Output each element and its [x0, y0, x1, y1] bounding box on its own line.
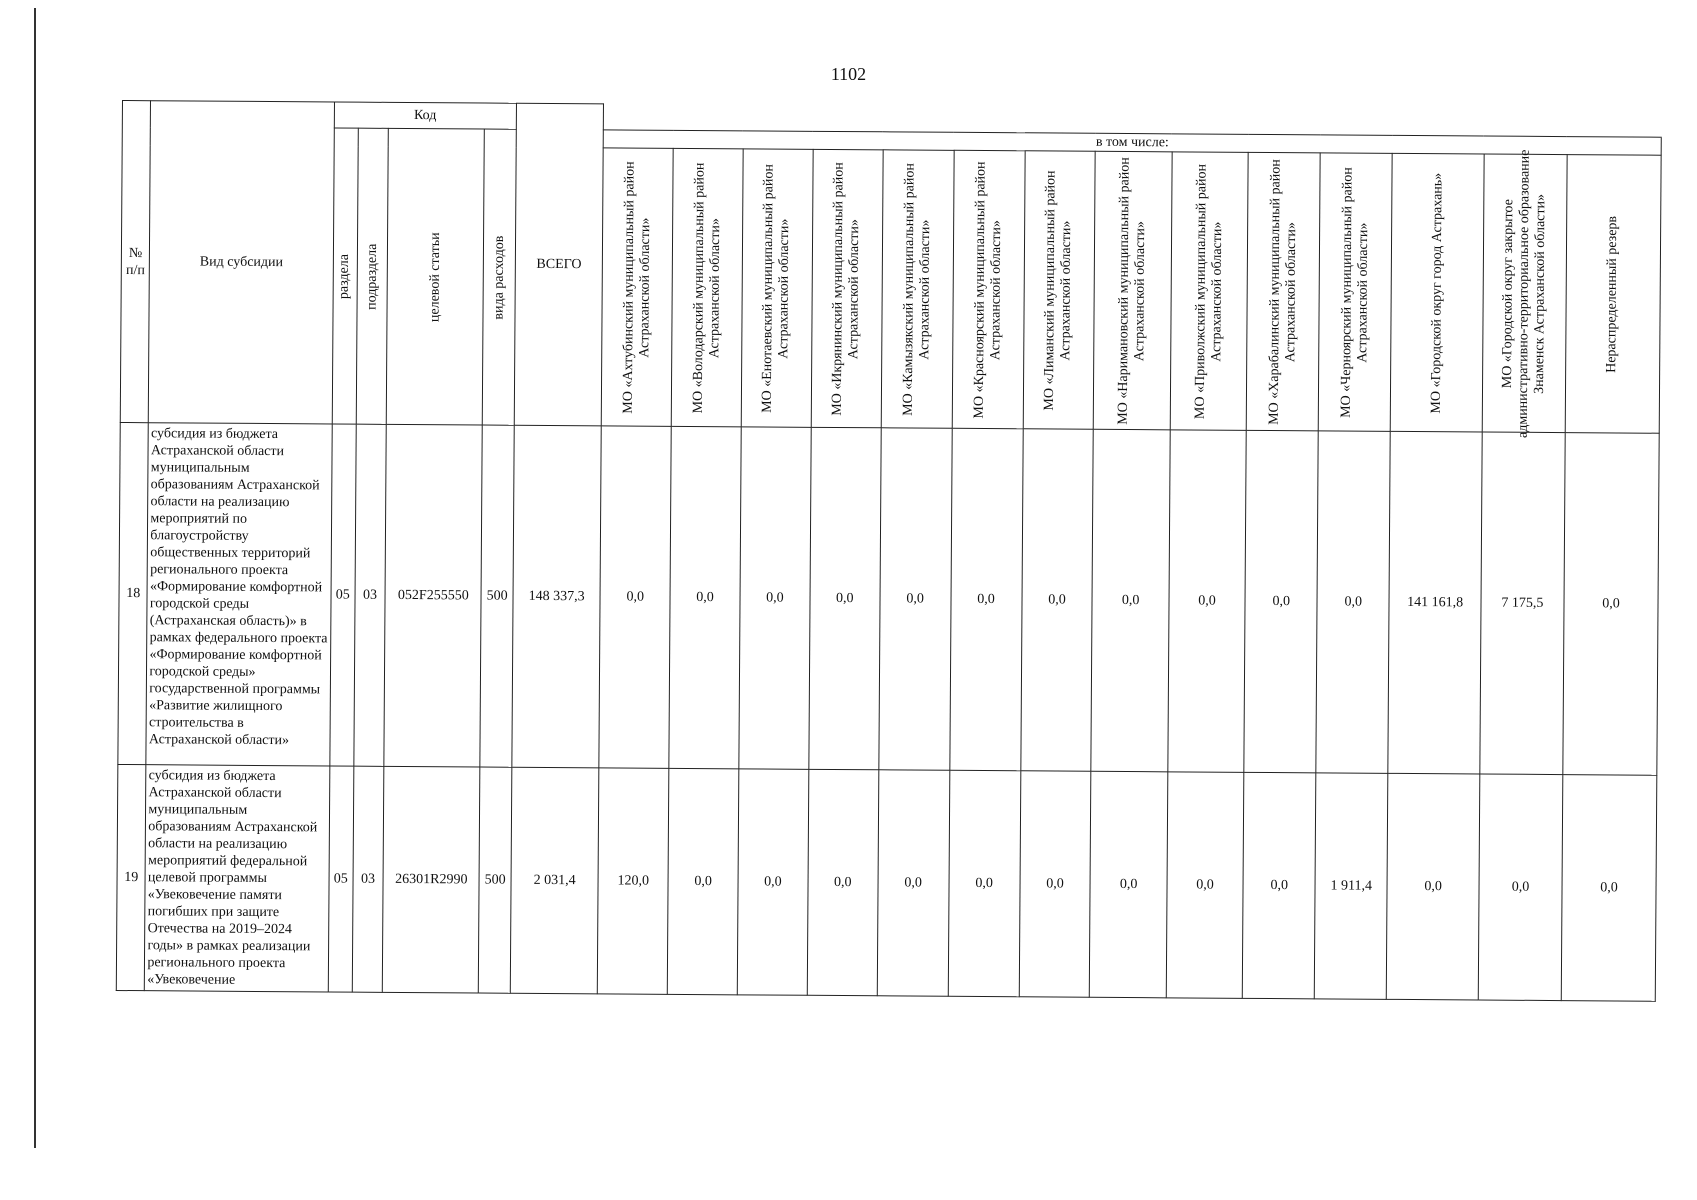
row-value: 1 911,4	[1315, 773, 1389, 999]
row-value: 0,0	[1090, 771, 1168, 998]
row-description: субсидия из бюджета Астраханской области муниципальным образованиям Астраханской области на реализацию мероприятий федеральной целевой программы «Увековечение памяти погибших при защите Отечества на 2019–2024 годы» в рамках реализации регионального проекта «Увековечение	[145, 765, 330, 992]
header-code-expense: вида расходов	[491, 235, 507, 320]
page-number: 1102	[830, 64, 867, 84]
row-expense: 500	[479, 767, 512, 993]
row-num: 18	[118, 422, 149, 764]
district-kamyzyaksky: МО «Камызякский муниципальный район Астраханской области»	[900, 162, 933, 416]
row-total: 148 337,3	[512, 425, 602, 768]
row-total: 2 031,4	[510, 767, 599, 994]
district-narimanovsky: МО «Наримановский муниципальный район Астраханской области»	[1115, 156, 1149, 425]
row-value: 0,0	[809, 427, 881, 769]
row-section: 05	[328, 766, 354, 992]
header-code-group: Код	[334, 102, 516, 129]
district-volodarsky: МО «Володарский муниципальный район Астраханской области»	[690, 162, 723, 413]
row-description: субсидия из бюджета Астраханской области муниципальным образованиям Астраханской области на реализацию мероприятий по благоустройству общественных территорий регионального проекта «Формирование комфортной городской среды (Астраханская область)» в рамках федерального проекта «Формирование комфортной городской среды» государственной программы «Развитие жилищного строительства в Астраханской области»	[146, 423, 332, 766]
district-krasnoyarsky: МО «Красноярский муниципальный район Астраханской области»	[971, 160, 1004, 419]
header-code-subsection: подраздела	[364, 243, 380, 310]
district-astrakhan-city: МО «Городской округ город Астрахань»	[1428, 172, 1446, 414]
row-value: 0,0	[669, 426, 741, 768]
row-subsection: 03	[352, 766, 384, 992]
header-total: ВСЕГО	[514, 103, 604, 426]
row-subsection: 03	[354, 424, 387, 766]
row-value: 0,0	[1387, 773, 1480, 1000]
row-value: 0,0	[739, 427, 811, 769]
row-value: 141 161,8	[1388, 431, 1482, 774]
district-kharabalinsky: МО «Харабалинский муниципальный район Астраханской области»	[1266, 158, 1299, 425]
row-value: 0,0	[1168, 430, 1247, 773]
row-value: 0,0	[1478, 774, 1563, 1001]
district-privolzhsky: МО «Приволжский муниципальный район Астраханской области»	[1192, 163, 1225, 419]
row-value: 0,0	[599, 426, 671, 768]
header-code-section: раздела	[336, 253, 353, 299]
header-code-target: целевой статьи	[427, 231, 443, 322]
row-value: 0,0	[878, 428, 951, 770]
row-value: 0,0	[1091, 429, 1170, 772]
row-value: 0,0	[1244, 430, 1318, 772]
page-margin-line	[34, 8, 36, 1148]
row-section: 05	[330, 424, 356, 766]
row-value: 0,0	[1316, 431, 1390, 773]
row-value: 0,0	[737, 769, 808, 995]
row-value: 0,0	[807, 769, 878, 995]
district-reserve: Нераспределенный резерв	[1604, 215, 1621, 373]
row-num: 19	[116, 764, 146, 990]
row-value: 0,0	[1019, 771, 1092, 997]
row-target: 26301R2990	[383, 766, 481, 993]
table-row	[118, 422, 1659, 775]
row-value: 0,0	[948, 770, 1021, 996]
row-value: 0,0	[877, 770, 950, 996]
header-including-group: в том числе:	[603, 130, 1661, 155]
row-value: 0,0	[1563, 433, 1659, 776]
row-value: 0,0	[1242, 772, 1316, 998]
district-chernoyarsky: МО «Черноярский муниципальный район Астраханской области»	[1338, 166, 1371, 418]
row-value: 0,0	[1166, 772, 1244, 999]
row-value: 7 175,5	[1480, 432, 1565, 775]
district-limansky: МО «Лиманский муниципальный район Астраханской области»	[1042, 169, 1075, 411]
row-value: 0,0	[1561, 775, 1657, 1002]
table-row	[116, 764, 1657, 1001]
row-expense: 500	[480, 425, 514, 767]
row-target: 052F255550	[384, 424, 482, 767]
district-ikryaninsky: МО «Икрянинский муниципальный район Астраханской области»	[830, 161, 863, 416]
row-value: 0,0	[1020, 429, 1093, 771]
district-znamensk: МО «Городской округ закрытое административно-территориальное образование Знаменск Астраханской области»	[1499, 149, 1549, 438]
district-akhtubinsky: МО «Ахтубинский муниципальный район Астраханской области»	[620, 160, 653, 414]
budget-sheet	[115, 100, 1662, 1085]
row-value: 0,0	[667, 768, 738, 994]
row-value: 0,0	[949, 428, 1022, 770]
header-num: № п/п	[120, 101, 151, 423]
header-subsidy-type: Вид субсидии	[149, 101, 335, 424]
district-enotaevsky: МО «Енотаевский муниципальный район Астраханской области»	[760, 163, 793, 413]
subsidy-table	[116, 100, 1662, 1002]
row-value: 120,0	[598, 768, 669, 994]
